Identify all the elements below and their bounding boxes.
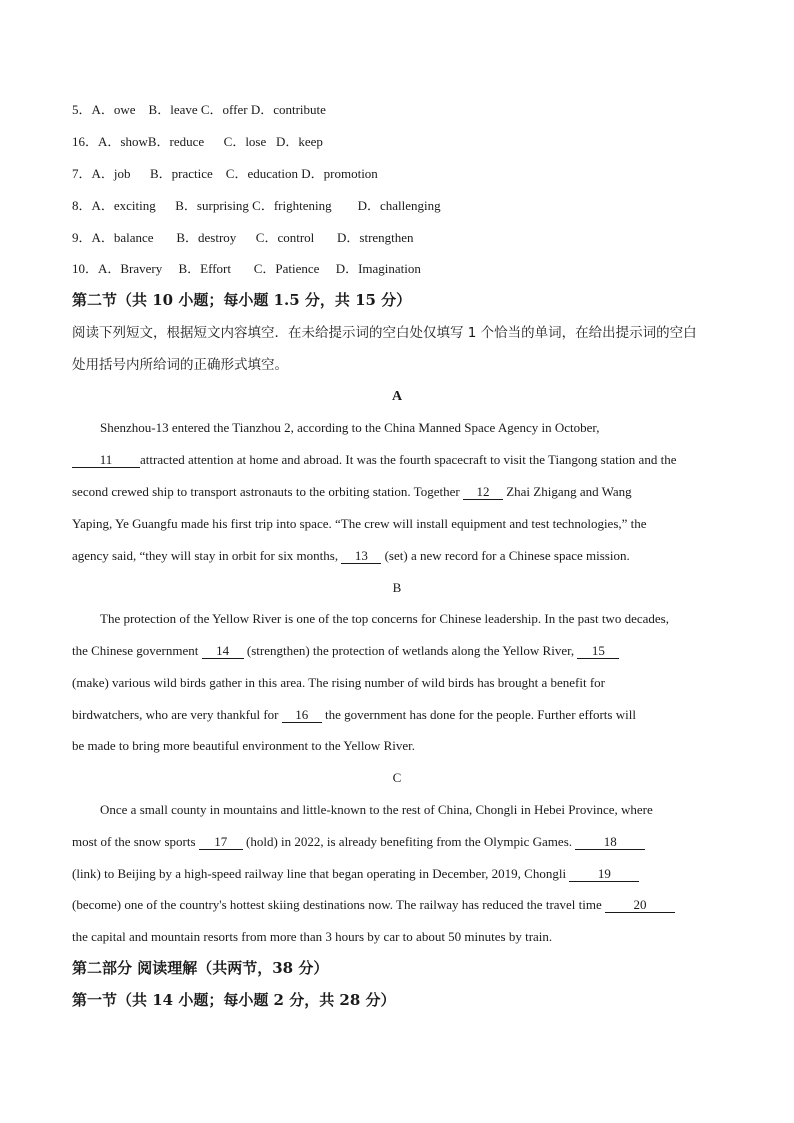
- option-line-7: 7．A．job B．practice C．education D．promotion: [72, 166, 378, 181]
- passage-a-line-1: Shenzhou-13 entered the Tianzhou 2, according to the China Manned Space Agency in October,: [100, 420, 600, 435]
- part-2-section-1-title: 第一节（共 14 小题；每小题 2 分，共 28 分）: [72, 991, 396, 1009]
- instruction-line-2: 处用括号内所给词的正确形式填空。: [72, 357, 288, 373]
- passage-c-line-4: [72, 897, 722, 913]
- passage-c-text: (link) to Beijing by a high-speed railway line that began operating in December, 2019, Chongli: [72, 866, 570, 881]
- passage-b-line-1: The protection of the Yellow River is one of the top concerns for Chinese leadership. In the past two decades,: [100, 611, 669, 626]
- passage-a-text: attracted attention at home and abroad. It was the fourth spacecraft to visit the Tiangong station and the: [140, 452, 677, 467]
- passage-c-text: (become) one of the country's hottest skiing destinations now. The railway has reduced the travel time: [72, 897, 606, 912]
- blank-18[interactable]: 18: [575, 835, 645, 850]
- passage-c-line-2: [72, 834, 722, 850]
- part-2-title: 第二部分 阅读理解（共两节，38 分）: [72, 959, 329, 977]
- blank-20[interactable]: 20: [605, 898, 675, 913]
- passage-a-label: A: [391, 389, 403, 404]
- option-line-5: 5．A．owe B．leave C．offer D．contribute: [72, 102, 326, 117]
- passage-c-line-3: [72, 866, 722, 882]
- instruction-line-1: 阅读下列短文，根据短文内容填空．在未给提示词的空白处仅填写 1 个恰当的单词，在给出提示词的空白: [72, 325, 697, 341]
- option-line-9: 9．A．balance B．destroy C．control D．strengthen: [72, 230, 414, 245]
- passage-b-text: the government has done for the people. Further efforts will: [321, 707, 636, 722]
- passage-b-line-4: [72, 707, 722, 723]
- passage-b-text: the Chinese government: [72, 643, 202, 658]
- blank-12[interactable]: 12: [463, 485, 503, 500]
- blank-17[interactable]: 17: [199, 835, 243, 850]
- passage-c-text: (hold) in 2022, is already benefiting from the Olympic Games.: [242, 834, 576, 849]
- passage-b-line-5: be made to bring more beautiful environment to the Yellow River.: [72, 738, 415, 753]
- passage-a-line-3: [72, 484, 722, 500]
- passage-b-line-2: [72, 643, 722, 659]
- passage-a-text: (set) a new record for a Chinese space mission.: [381, 548, 630, 563]
- section-2-title: 第二节（共 10 小题；每小题 1.5 分，共 15 分）: [72, 291, 412, 309]
- option-line-16: 16．A．showB．reduce C．lose D．keep: [72, 134, 323, 149]
- blank-13[interactable]: 13: [341, 549, 381, 564]
- passage-c-line-1: Once a small county in mountains and little-known to the rest of China, Chongli in Hebei Province, where: [100, 802, 653, 817]
- blank-11[interactable]: 11: [72, 453, 140, 468]
- blank-16[interactable]: 16: [282, 708, 322, 723]
- passage-b-text: (strengthen) the protection of wetlands along the Yellow River,: [243, 643, 578, 658]
- passage-a-text: agency said, “they will stay in orbit for six months,: [72, 548, 342, 563]
- passage-c-line-5: the capital and mountain resorts from more than 3 hours by car to about 50 minutes by train.: [72, 929, 553, 944]
- option-line-10: 10．A．Bravery B．Effort C．Patience D．Imagination: [72, 261, 421, 276]
- passage-a-line-5: [72, 548, 722, 564]
- passage-b-line-3: (make) various wild birds gather in this area. The rising number of wild birds has brought a benefit for: [72, 675, 605, 690]
- passage-a-text: second crewed ship to transport astronauts to the orbiting station. Together: [72, 484, 463, 499]
- option-line-8: 8．A．exciting B．surprising C．frightening D．challenging: [72, 198, 441, 213]
- passage-a-line-2: [72, 452, 722, 468]
- passage-b-label: B: [392, 580, 402, 595]
- passage-b-text: birdwatchers, who are very thankful for: [72, 707, 282, 722]
- blank-15[interactable]: 15: [577, 644, 619, 659]
- passage-c-text: most of the snow sports: [72, 834, 199, 849]
- blank-19[interactable]: 19: [569, 867, 639, 882]
- passage-a-text: Zhai Zhigang and Wang: [502, 484, 632, 499]
- passage-c-label: C: [392, 770, 402, 785]
- blank-14[interactable]: 14: [202, 644, 244, 659]
- passage-a-line-4: Yaping, Ye Guangfu made his first trip into space. “The crew will install equipment and test technologies,” the: [72, 516, 647, 531]
